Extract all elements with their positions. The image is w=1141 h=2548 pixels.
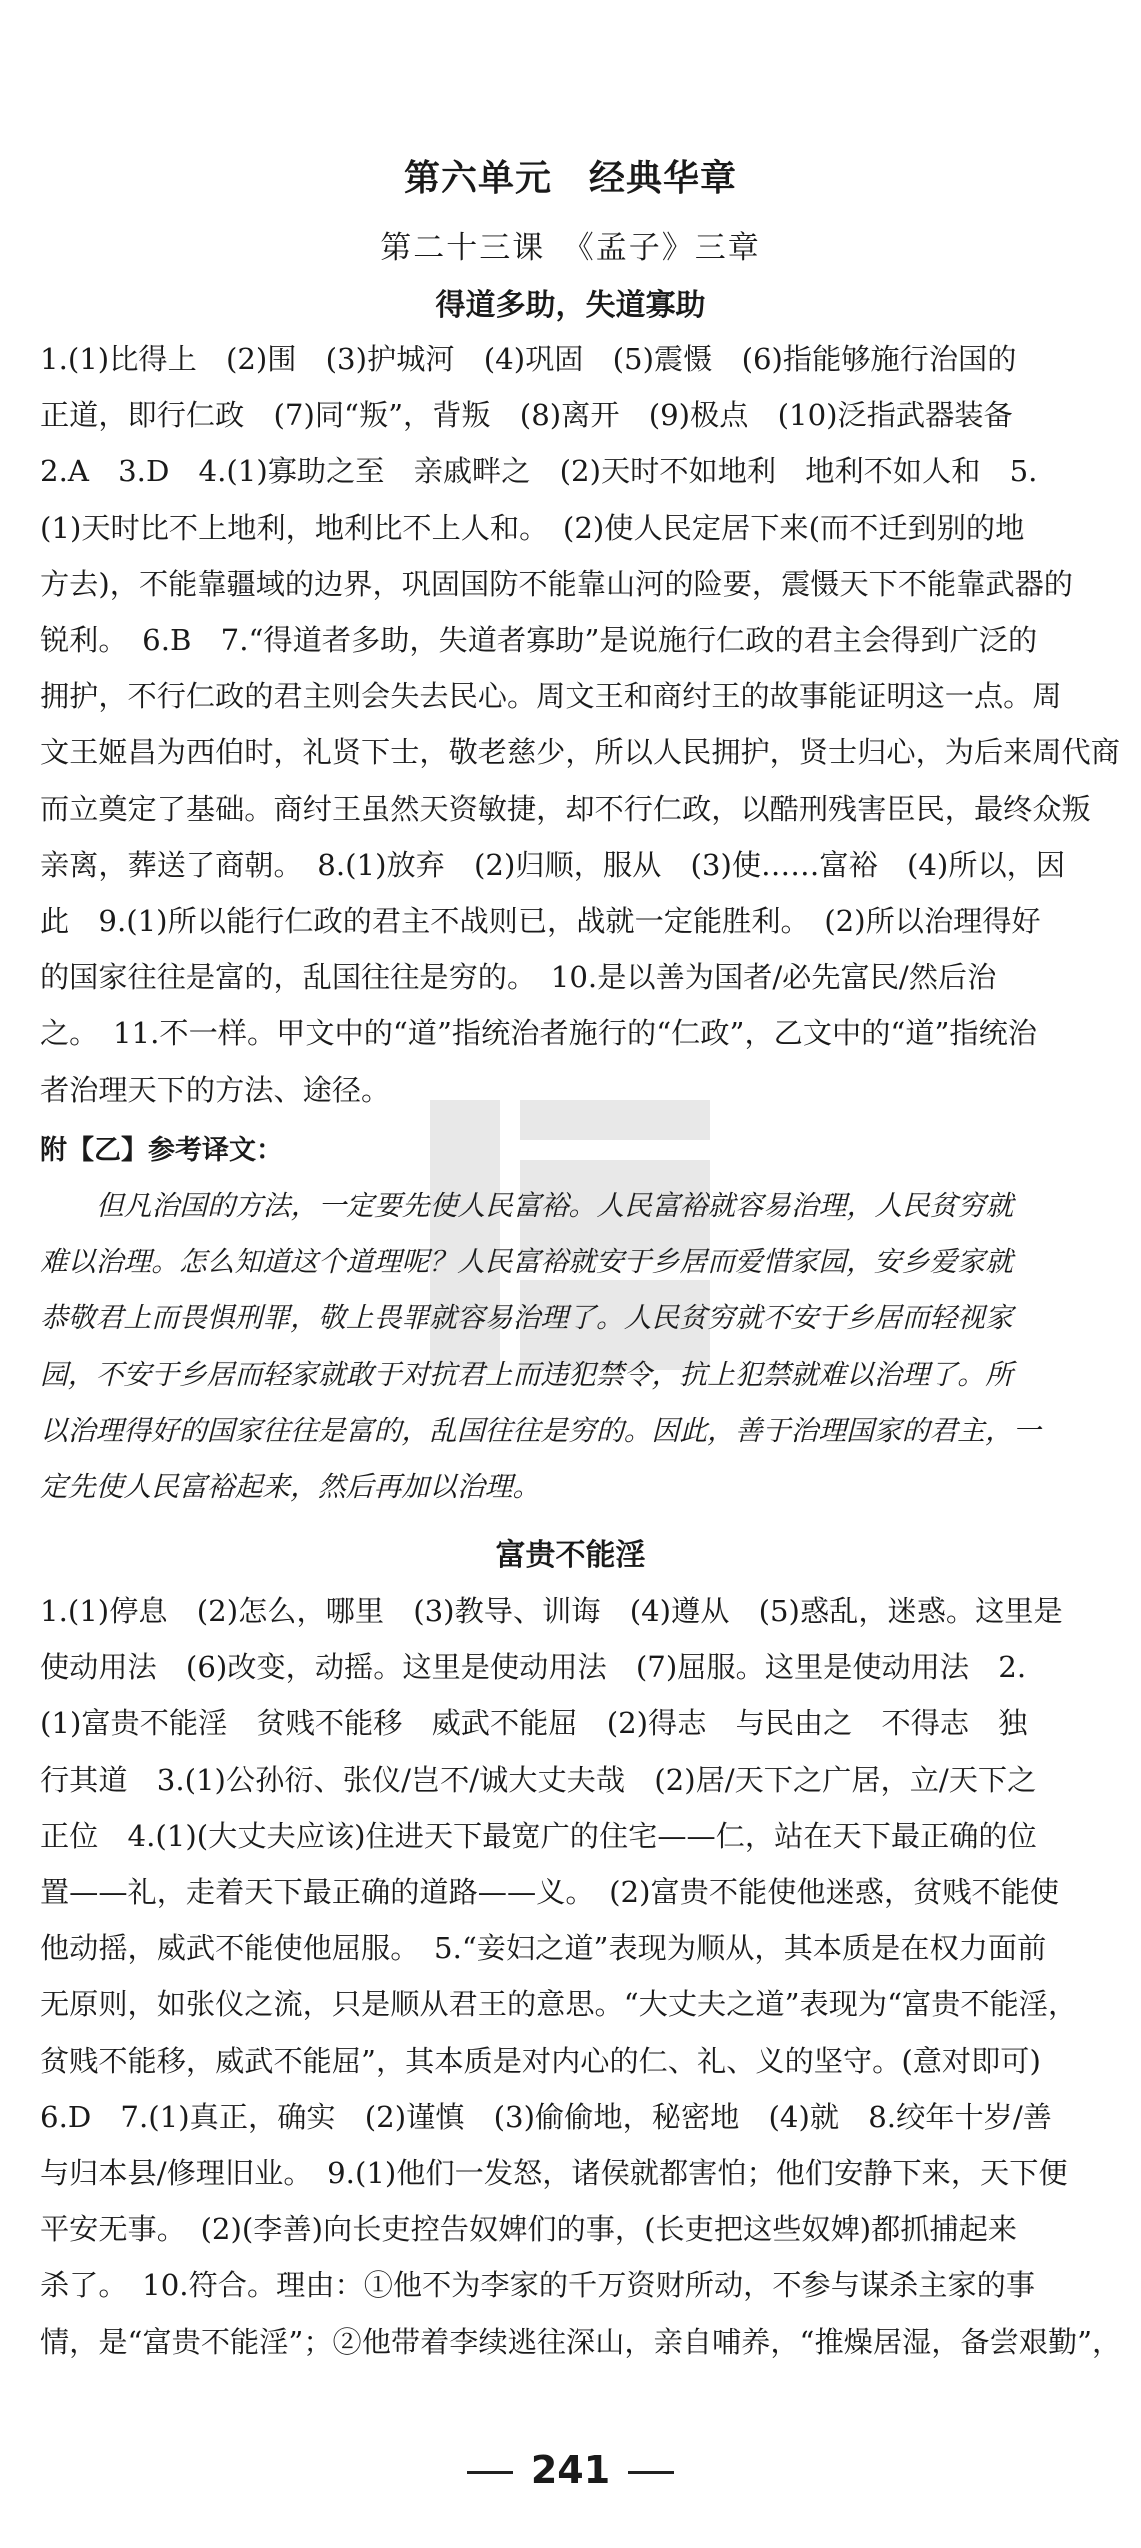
text-line: 而立奠定了基础。商纣王虽然天资敏捷，却不行仁政，以酷刑残害臣民，最终众叛 — [40, 791, 1091, 826]
page-number-dash-right — [628, 2471, 674, 2474]
text-line: 贫贱不能移，威武不能屈”，其本质是对内心的仁、礼、义的坚守。(意对即可) — [40, 2043, 1041, 2078]
text-line: 锐利。 6.B 7.“得道者多助，失道者寡助”是说施行仁政的君主会得到广泛的 — [40, 623, 1038, 658]
text-line: 1.(1)停息 (2)怎么，哪里 (3)教导、训诲 (4)遵从 (5)惑乱，迷惑。这里是 — [40, 1594, 1063, 1628]
text-line: 亲离，葬送了商朝。 8.(1)放弃 (2)归顺，服从 (3)使……富裕 (4)所以，因 — [40, 847, 1066, 882]
reference-translation — [40, 1178, 1102, 1515]
page-number — [0, 2448, 1141, 2492]
text-line: 此 9.(1)所以能行仁政的君主不战则已，战就一定能胜利。 (2)所以治理得好 — [40, 904, 1041, 939]
text-line: 方去)，不能靠疆域的边界，巩固国防不能靠山河的险要，震慑天下不能靠武器的 — [40, 566, 1073, 601]
text-line: (1)天时比不上地利，地利比不上人和。 (2)使人民定居下来(而不迁到别的地 — [40, 510, 1025, 545]
text-line: 无原则，如张仪之流，只是顺从君王的意思。“大丈夫之道”表现为“富贵不能淫， — [40, 1987, 1078, 2022]
text-line: 情，是“富贵不能淫”；②他带着李续逃往深山，亲自哺养，“推燥居湿，备尝艰勤”， — [40, 2324, 1122, 2359]
text-line: 但凡治国的方法，一定要先使人民富裕。人民富裕就容易治理，人民贫穷就 — [96, 1189, 1014, 1222]
text-line: 与归本县/修理旧业。 9.(1)他们一发怒，诸侯就都害怕；他们安静下来，天下便 — [40, 2156, 1068, 2191]
text-line: 的国家往往是富的，乱国往往是穷的。 10.是以善为国者/必先富民/然后治 — [40, 960, 997, 995]
text-line: 恭敬君上而畏惧刑罪，敬上畏罪就容易治理了。人民贫穷就不安于乡居而轻视家 — [40, 1301, 1013, 1335]
text-line: 之。 11.不一样。甲文中的“道”指统治者施行的“仁政”，乙文中的“道”指统治 — [40, 1016, 1037, 1051]
text-line: 正位 4.(1)(大丈夫应该)住进天下最宽广的住宅——仁，站在天下最正确的位 — [40, 1818, 1037, 1853]
answers-section-1 — [40, 331, 1120, 1118]
text-line: 难以治理。怎么知道这个道理呢？人民富裕就安于乡居而爱惜家园，安乡爱家就 — [40, 1245, 1013, 1279]
text-line: 行其道 3.(1)公孙衍、张仪/岂不/诚大丈夫哉 (2)居/天下之广居，立/天下之 — [40, 1762, 1037, 1797]
text-line: 文王姬昌为西伯时，礼贤下士，敬老慈少，所以人民拥护，贤士归心，为后来周代商 — [40, 735, 1120, 770]
text-line: 使动用法 (6)改变，动摇。这里是使动用法 (7)屈服。这里是使动用法 2. — [40, 1650, 1027, 1685]
text-line: 杀了。 10.符合。理由：①他不为李家的千万资财所动，不参与谋杀主家的事 — [40, 2268, 1036, 2303]
text-line: 以治理得好的国家往往是富的，乱国往往是穷的。因此，善于治理国家的君主，一 — [40, 1413, 1041, 1447]
text-line: 者治理天下的方法、途径。 — [40, 1072, 391, 1107]
section-title-2: 富贵不能淫 — [495, 1538, 646, 1573]
answers-section-2 — [40, 1583, 1122, 2370]
text-line: 平安无事。 (2)(李善)向长吏控告奴婢们的事，(长吏把这些奴婢)都抓捕起来 — [40, 2212, 1018, 2247]
text-line: 正道，即行仁政 (7)同“叛”，背叛 (8)离开 (9)极点 (10)泛指武器装备 — [40, 398, 1013, 433]
text-line: 拥护，不行仁政的君主则会失去民心。周文王和商纣王的故事能证明这一点。周 — [40, 679, 1062, 714]
text-line: (1)富贵不能淫 贫贱不能移 威武不能屈 (2)得志 与民由之 不得志 独 — [40, 1706, 1028, 1741]
text-line: 2.A 3.D 4.(1)寡助之至 亲戚畔之 (2)天时不如地利 地利不如人和 5. — [40, 454, 1038, 489]
page-number-value: 241 — [530, 2448, 611, 2492]
reference-heading: 附【乙】参考译文： — [40, 1135, 283, 1166]
text-line: 置——礼，走着天下最正确的道路——义。 (2)富贵不能使他迷惑，贫贱不能使 — [40, 1875, 1060, 1910]
lesson-title: 第二十三课 《孟子》三章 — [380, 230, 761, 266]
text-line: 1.(1)比得上 (2)围 (3)护城河 (4)巩固 (5)震慑 (6)指能够施行治国的 — [40, 342, 1017, 376]
text-line: 园，不安于乡居而轻家就敢于对抗君上而违犯禁令，抗上犯禁就难以治理了。所 — [40, 1357, 1013, 1391]
text-line: 他动摇，威武不能使他屈服。 5.“妾妇之道”表现为顺从，其本质是在权力面前 — [40, 1931, 1047, 1966]
text-line: 6.D 7.(1)真正，确实 (2)谨慎 (3)偷偷地，秘密地 (4)就 8.绞年十岁/善 — [40, 2099, 1052, 2134]
text-line: 定先使人民富裕起来，然后再加以治理。 — [40, 1470, 541, 1504]
unit-title: 第六单元 经典华章 — [403, 158, 737, 199]
section-title-1: 得道多助，失道寡助 — [435, 288, 706, 323]
page-number-dash-left — [467, 2471, 513, 2474]
